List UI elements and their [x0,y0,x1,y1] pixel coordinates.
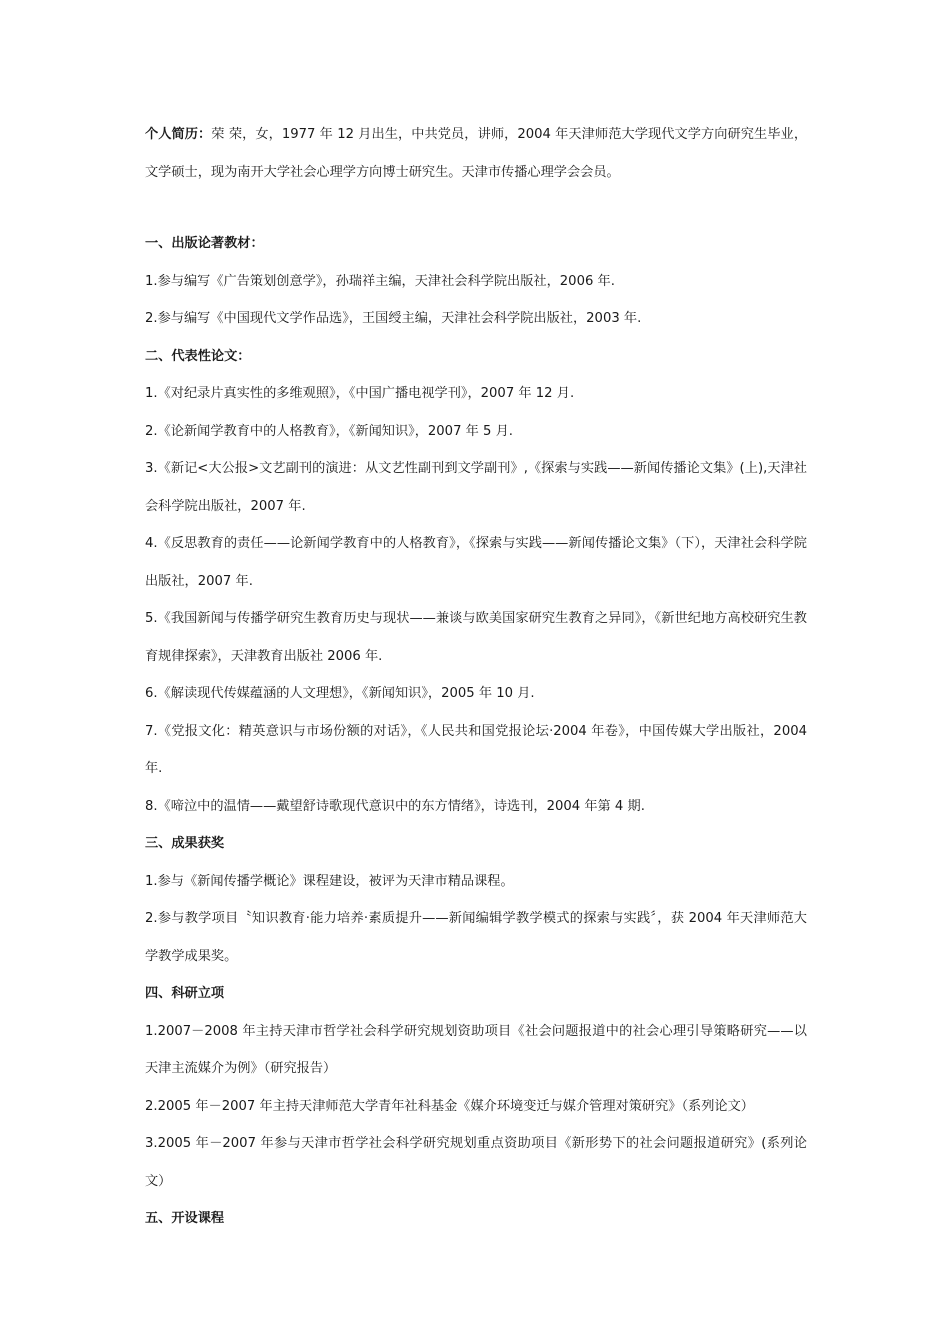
personal-resume-text: 荣 荣，女，1977 年 12 月出生，中共党员，讲师，2004 年天津师范大学现代文学方向研究生毕业，文学硕士，现为南开大学社会心理学方向博士研究生。天津市传播心理学会会员。 [145,127,808,180]
section-heading-papers: 二、代表性论文： [145,348,251,364]
paper-item: 2.《论新闻学教育中的人格教育》，《新闻知识》，2007 年 5 月. [145,423,513,439]
research-project-item: 1.2007－2008 年主持天津市哲学社会科学研究规划资助项目《社会问题报道中的社会心理引导策略研究——以天津主流媒介为例》（研究报告） [145,1023,807,1076]
paper-item: 8.《啼泣中的温情——戴望舒诗歌现代意识中的东方情绪》，诗选刊，2004 年第 4 期. [145,798,645,814]
personal-resume-label: 个人简历： [145,127,212,142]
section-heading-awards: 三、成果获奖 [145,836,225,851]
award-item: 1.参与《新闻传播学概论》课程建设，被评为天津市精品课程。 [145,873,514,889]
publication-item: 1.参与编写《广告策划创意学》，孙瑞祥主编，天津社会科学院出版社，2006 年. [145,273,615,289]
paper-item: 5.《我国新闻与传播学研究生教育历史与现状——兼谈与欧美国家研究生教育之异同》，《新世纪地方高校研究生教育规律探索》，天津教育出版社 2006 年. [145,611,807,664]
publication-item: 2.参与编写《中国现代文学作品选》，王国绶主编，天津社会科学院出版社，2003 年. [145,311,642,326]
award-item: 2.参与教学项目〝知识教育·能力培养·素质提升——新闻编辑学教学模式的探索与实践〞，获 2004 年天津师范大学教学成果奖。 [145,911,807,964]
paper-item: 7.《党报文化：精英意识与市场份额的对话》，《人民共和国党报论坛·2004 年卷》，中国传媒大学出版社，2004 年. [145,723,807,776]
personal-resume [145,116,807,191]
paper-item: 4.《反思教育的责任——论新闻学教育中的人格教育》，《探索与实践——新闻传播论文集》（下），天津社会科学院出版社，2007 年. [145,536,807,589]
paper-item: 1.《对纪录片真实性的多维观照》，《中国广播电视学刊》，2007 年 12 月. [145,386,575,401]
paper-item: 3.《新记<大公报>文艺副刊的演进：从文艺性副刊到文学副刊》,《探索与实践——新闻传播论文集》(上),天津社会科学院出版社，2007 年. [145,461,807,514]
paper-item: 6.《解读现代传媒蕴涵的人文理想》，《新闻知识》，2005 年 10 月. [145,686,535,701]
section-heading-publications: 一、出版论著教材： [145,236,264,251]
research-project-item: 3.2005 年－2007 年参与天津市哲学社会科学研究规划重点资助项目《新形势下的社会问题报道研究》(系列论文） [145,1136,807,1189]
section-heading-research-projects: 四、科研立项 [145,986,225,1001]
section-heading-courses: 五、开设课程 [145,1211,225,1226]
document-body [145,116,807,1238]
research-project-item: 2.2005 年－2007 年主持天津师范大学青年社科基金《媒介环境变迁与媒介管理对策研究》（系列论文） [145,1098,754,1114]
